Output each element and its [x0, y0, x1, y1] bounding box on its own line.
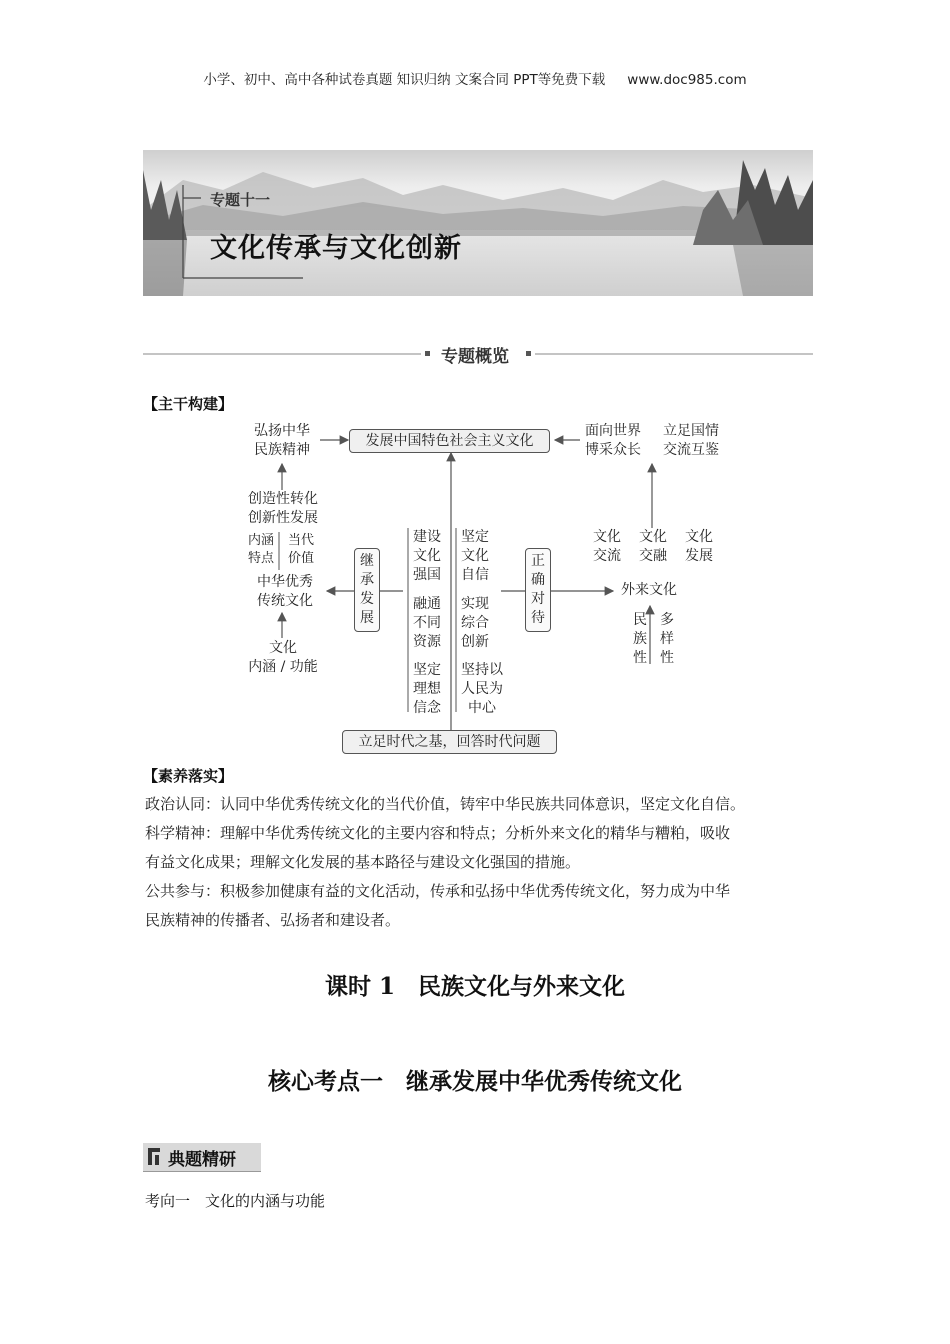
- build-line-1: 建设: [413, 529, 441, 545]
- tag-text: 典题精研: [168, 1150, 236, 1170]
- diversity-char-1: 多: [660, 612, 674, 628]
- header-text: 小学、初中、高中各种试卷真题 知识归纳 文案合同 PPT等免费下载: [203, 72, 606, 88]
- traditional-text: [250, 573, 320, 611]
- main-framework-label: 【主干构建】: [143, 395, 234, 413]
- traditional-line-1: 中华优秀: [257, 574, 313, 590]
- function-line-2: 内涵 / 功能: [248, 659, 318, 675]
- bottom-box: 立足时代之基，回答时代问题: [342, 730, 557, 754]
- direction-heading: 考向一 文化的内涵与功能: [145, 1192, 326, 1210]
- people-line-1: 坚持以: [461, 662, 503, 678]
- build-line-3: 强国: [413, 567, 441, 583]
- banner-image: [143, 150, 813, 296]
- blend-line-1: 文化: [639, 529, 667, 545]
- spirit-text: [249, 422, 315, 460]
- nationality-char-3: 性: [633, 650, 647, 666]
- world-line-1: 面向世界: [585, 423, 641, 439]
- connotation-line-2: 特点: [247, 551, 274, 566]
- site-header: [0, 68, 950, 88]
- function-line-1: 文化: [269, 640, 297, 656]
- function-text: [240, 639, 326, 677]
- value-line-1: 当代: [287, 533, 314, 548]
- spirit-line-1: 弘扬中华: [254, 423, 310, 439]
- people-line-2: 人民为: [461, 681, 503, 697]
- overview-title: 专题概览: [441, 347, 509, 367]
- confidence-line-1: 坚定: [461, 529, 489, 545]
- core-title: 核心考点一 继承发展中华优秀传统文化: [268, 1068, 682, 1095]
- connotation-line-1: 内涵: [247, 533, 274, 548]
- literacy-line-3: 有益文化成果；理解文化发展的基本路径与建设文化强国的措施。: [145, 853, 581, 871]
- develop-line-1: 文化: [685, 529, 713, 545]
- correct-char-1: 正: [531, 553, 545, 569]
- inherit-char-3: 发: [360, 591, 374, 607]
- develop-text: [682, 528, 716, 566]
- correct-char-4: 待: [531, 610, 545, 626]
- correct-char-2: 确: [531, 572, 545, 588]
- literacy-line-2: 科学精神：理解中华优秀传统文化的主要内容和特点；分析外来文化的精华与糟粕，吸收: [145, 824, 731, 842]
- people-line-3: 中心: [468, 700, 496, 716]
- diversity-char-3: 性: [660, 650, 674, 666]
- exchange-line-1: 文化: [593, 529, 621, 545]
- literacy-line-1: 政治认同：认同中华优秀传统文化的当代价值，铸牢中华民族共同体意识，坚定文化自信。: [145, 795, 746, 813]
- diversity-text: [657, 611, 677, 668]
- top-box: 发展中国特色社会主义文化: [349, 429, 550, 453]
- foreign-culture-text: 外来文化: [621, 582, 677, 598]
- literacy-label: 【素养落实】: [143, 767, 234, 785]
- traditional-line-2: 传统文化: [257, 593, 313, 609]
- inherit-char-2: 承: [360, 572, 374, 588]
- nationality-char-1: 民: [633, 612, 647, 628]
- confidence-line-2: 文化: [461, 548, 489, 564]
- exchange-text: [590, 528, 624, 566]
- literacy-line-4: 公共参与：积极参加健康有益的文化活动，传承和弘扬中华优秀传统文化，努力成为中华: [145, 882, 731, 900]
- transform-line-1: 创造性转化: [248, 491, 318, 507]
- build-text: [410, 528, 444, 585]
- tag-mark-icon: [148, 1148, 160, 1165]
- confidence-text: [458, 528, 492, 585]
- correct-box: [525, 548, 551, 632]
- integrate-line-1: 融通: [413, 596, 441, 612]
- exchange-line-2: 交流: [593, 548, 621, 564]
- integrate-text: [410, 595, 444, 652]
- world-line-2: 博采众长: [585, 442, 641, 458]
- ideal-text: [410, 661, 444, 718]
- innovation-line-1: 实现: [461, 596, 489, 612]
- build-line-2: 文化: [413, 548, 441, 564]
- people-text: [456, 661, 508, 718]
- confidence-line-3: 自信: [461, 567, 489, 583]
- inherit-char-1: 继: [360, 553, 374, 569]
- nationality-char-2: 族: [633, 631, 647, 647]
- national-line-2: 交流互鉴: [663, 442, 719, 458]
- correct-char-3: 对: [531, 591, 545, 607]
- banner-subtitle: 专题十一: [210, 191, 271, 209]
- transform-text: [240, 490, 326, 528]
- value-line-2: 价值: [287, 551, 314, 566]
- ideal-line-1: 坚定: [413, 662, 441, 678]
- inherit-box: [354, 548, 380, 632]
- literacy-line-5: 民族精神的传播者、弘扬者和建设者。: [145, 911, 401, 929]
- transform-line-2: 创新性发展: [248, 510, 318, 526]
- inherit-char-4: 展: [360, 610, 374, 626]
- innovation-line-2: 综合: [461, 615, 489, 631]
- innovation-text: [458, 595, 492, 652]
- national-text: [658, 422, 724, 460]
- literacy-paragraph: [145, 790, 815, 935]
- ideal-line-2: 理想: [413, 681, 441, 697]
- nationality-text: [630, 611, 650, 668]
- diversity-char-2: 样: [660, 631, 674, 647]
- header-url[interactable]: www.doc985.com: [627, 72, 747, 88]
- connotation-text: [244, 532, 278, 568]
- innovation-line-3: 创新: [461, 634, 489, 650]
- lesson-title: 课时 1 民族文化与外来文化: [324, 973, 625, 1000]
- landscape-illustration: [143, 150, 813, 296]
- spirit-line-2: 民族精神: [254, 442, 310, 458]
- national-line-1: 立足国情: [663, 423, 719, 439]
- ideal-line-3: 信念: [413, 700, 441, 716]
- blend-line-2: 交融: [639, 548, 667, 564]
- banner-title: 文化传承与文化创新: [210, 233, 462, 264]
- value-text: [284, 532, 318, 568]
- integrate-line-2: 不同: [413, 615, 441, 631]
- integrate-line-3: 资源: [413, 634, 441, 650]
- develop-line-2: 发展: [685, 548, 713, 564]
- world-text: [580, 422, 646, 460]
- blend-text: [636, 528, 670, 566]
